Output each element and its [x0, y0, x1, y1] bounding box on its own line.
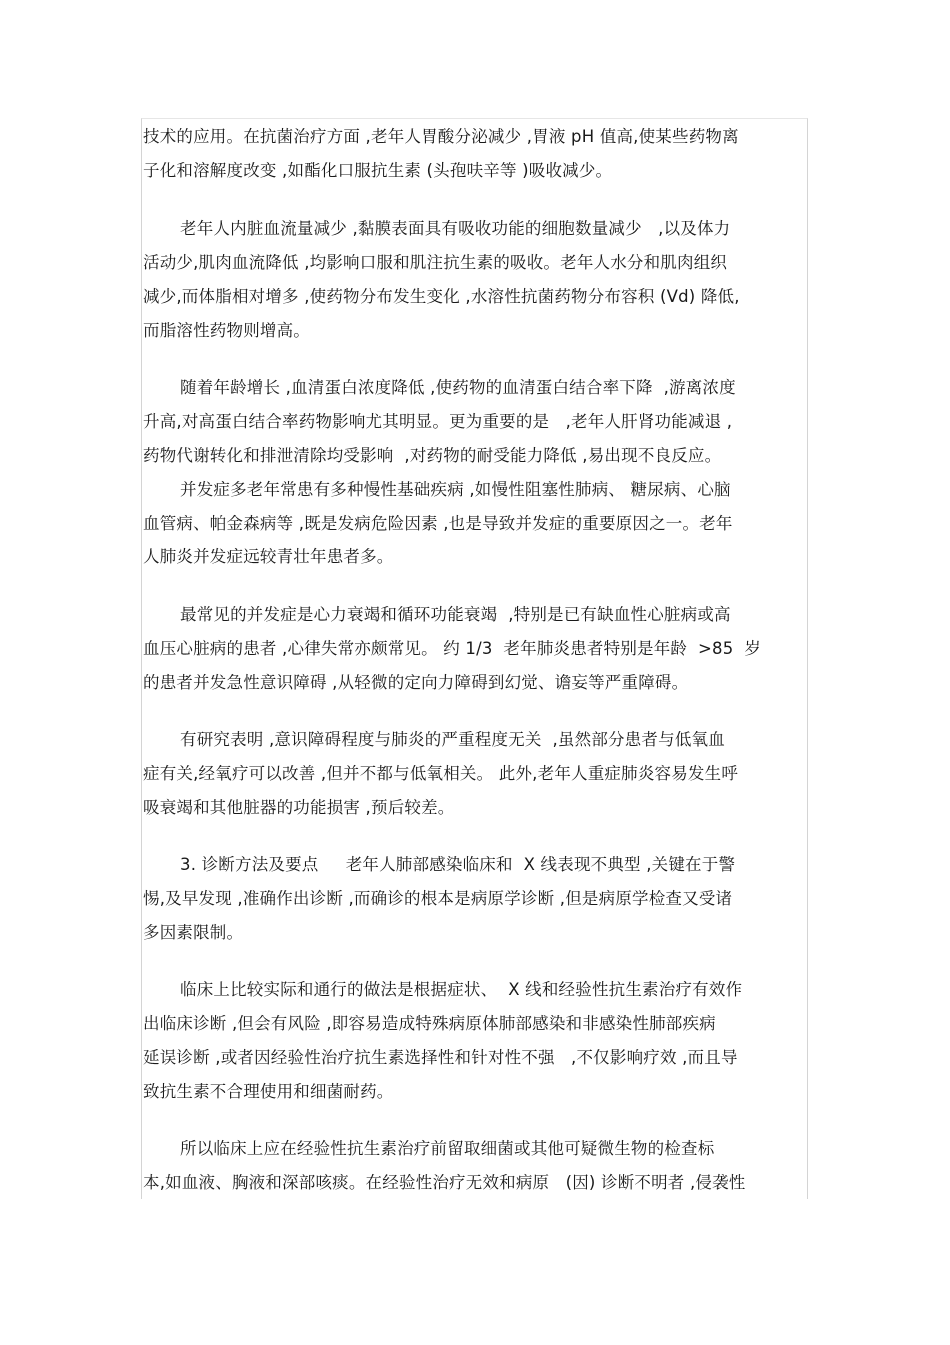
text-line: 最常见的并发症是心力衰竭和循环功能衰竭 ,特别是已有缺血性心脏病或高	[180, 605, 731, 624]
text-line: 惕,及早发现 ,准确作出诊断 ,而确诊的根本是病原学诊断 ,但是病原学检查又受诸	[143, 889, 733, 908]
text-line: 出临床诊断 ,但会有风险 ,即容易造成特殊病原体肺部感染和非感染性肺部疾病	[143, 1014, 716, 1033]
text-line: 血压心脏病的患者 ,心律失常亦颇常见。 约 1/3 老年肺炎患者特别是年龄 >85 岁	[143, 639, 762, 658]
text-line: 所以临床上应在经验性抗生素治疗前留取细菌或其他可疑微生物的检查标	[180, 1139, 715, 1158]
text-line: 减少,而体脂相对增多 ,使药物分布发生变化 ,水溶性抗菌药物分布容积 (Vd) 降低,	[143, 287, 740, 306]
text-line: 升高,对高蛋白结合率药物影响尤其明显。更为重要的是 ,老年人肝肾功能减退 ,	[143, 412, 733, 431]
text-line: 延误诊断 ,或者因经验性治疗抗生素选择性和针对性不强 ,不仅影响疗效 ,而且导	[143, 1048, 738, 1067]
text-line: 而脂溶性药物则增高。	[143, 321, 310, 340]
text-line: 吸衰竭和其他脏器的功能损害 ,预后较差。	[143, 798, 455, 817]
text-line: 有研究表明 ,意识障碍程度与肺炎的严重程度无关 ,虽然部分患者与低氧血	[180, 730, 725, 749]
text-line: 技术的应用。在抗菌治疗方面 ,老年人胃酸分泌减少 ,胃液 pH 值高,使某些药物离	[143, 127, 739, 146]
text-line: 并发症多老年常患有多种慢性基础疾病 ,如慢性阻塞性肺病、 糖尿病、心脑	[180, 480, 731, 499]
text-line: 活动少,肌肉血流降低 ,均影响口服和肌注抗生素的吸收。老年人水分和肌肉组织	[143, 253, 728, 272]
text-line: 老年人内脏血流量减少 ,黏膜表面具有吸收功能的细胞数量减少 ,以及体力	[180, 219, 731, 238]
section-heading-line: 3. 诊断方法及要点 老年人肺部感染临床和 X 线表现不典型 ,关键在于警	[180, 855, 736, 874]
text-line: 的患者并发急性意识障碍 ,从轻微的定向力障碍到幻觉、谵妄等严重障碍。	[143, 673, 689, 692]
text-line: 多因素限制。	[143, 923, 244, 942]
text-line: 血管病、帕金森病等 ,既是发病危险因素 ,也是导致并发症的重要原因之一。老年	[143, 514, 733, 533]
text-line: 人肺炎并发症远较青壮年患者多。	[143, 547, 394, 566]
text-line: 本,如血液、胸液和深部咳痰。在经验性治疗无效和病原 (因) 诊断不明者 ,侵袭性	[143, 1173, 746, 1192]
text-line: 子化和溶解度改变 ,如酯化口服抗生素 (头孢呋辛等 )吸收减少。	[143, 161, 613, 180]
text-line: 临床上比较实际和通行的做法是根据症状、 X 线和经验性抗生素治疗有效作	[180, 980, 743, 999]
text-line: 致抗生素不合理使用和细菌耐药。	[143, 1082, 394, 1101]
text-line: 症有关,经氧疗可以改善 ,但并不都与低氧相关。 此外,老年人重症肺炎容易发生呼	[143, 764, 739, 783]
text-line: 药物代谢转化和排泄清除均受影响 ,对药物的耐受能力降低 ,易出现不良反应。	[143, 446, 722, 465]
text-line: 随着年龄增长 ,血清蛋白浓度降低 ,使药物的血清蛋白结合率下降 ,游离浓度	[180, 378, 736, 397]
